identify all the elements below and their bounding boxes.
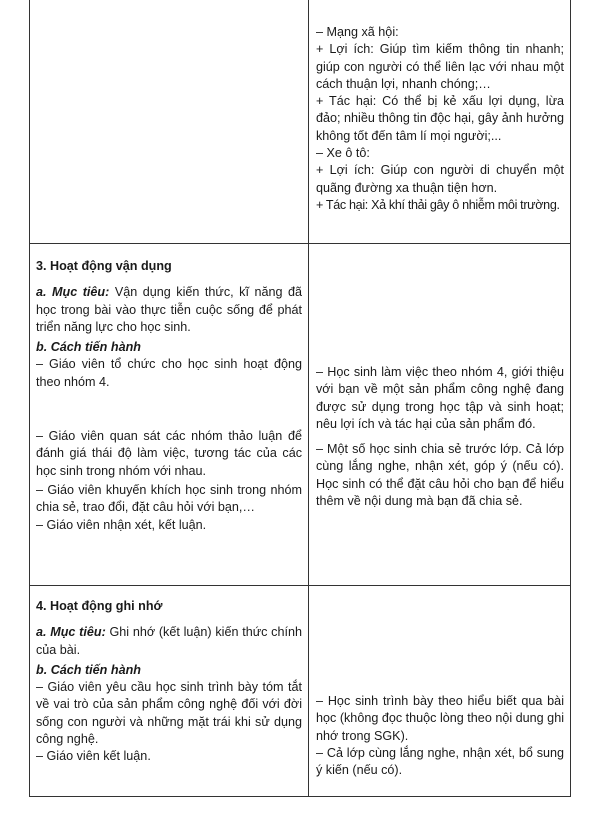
objective-paragraph	[36, 284, 302, 336]
table-row	[30, 0, 570, 244]
procedure-label: b. Cách tiến hành	[36, 340, 141, 355]
table-row	[30, 244, 570, 586]
section-heading: 3. Hoạt động vận dụng	[36, 259, 172, 273]
left-cell-activity-3	[30, 244, 308, 585]
right-cell-activity-4	[309, 586, 570, 796]
teacher-step: – Giáo viên tổ chức cho học sinh hoạt động theo nhóm 4.	[36, 357, 302, 389]
student-step: – Học sinh làm việc theo nhóm 4, giới thiệu với bạn về một sản phẩm công nghệ đang được sử dụng trong học tập và sinh hoạt; nêu lợi ích và tác hại của sản phẩm đó.	[316, 365, 564, 431]
right-cell-activity-3	[309, 244, 570, 585]
student-step: – Học sinh trình bày theo hiểu biết qua bài học (không đọc thuộc lòng theo nội dung ghi nhớ trong SGK).	[316, 694, 564, 743]
objective-text: Ghi nhớ (kết luận) kiến thức chính của bài.	[36, 625, 302, 657]
car-label: – Xe ô tô:	[316, 146, 370, 161]
teacher-step: – Giáo viên quan sát các nhóm thảo luận để đánh giá thái độ làm việc, tương tác của các học sinh trong nhóm với nhau.	[36, 429, 302, 478]
objective-paragraph	[36, 624, 302, 659]
student-step: – Cả lớp cùng lắng nghe, nhận xét, bổ sung ý kiến (nếu có).	[316, 745, 564, 778]
lesson-table	[29, 0, 571, 797]
social-network-harm: + Tác hại: Có thể bị kẻ xấu lợi dụng, lừa đảo; nhiều thông tin độc hại, gây ảnh hưởng không tốt đến tâm lí mọi người;...	[316, 94, 564, 143]
teacher-step: – Giáo viên nhận xét, kết luận.	[36, 517, 207, 532]
objective-label: a. Mục tiêu:	[36, 625, 106, 640]
car-benefit: + Lợi ích: Giúp con người di chuyển một quãng đường xa thuận tiện hơn.	[316, 163, 564, 195]
student-step: – Một số học sinh chia sẻ trước lớp. Cả lớp cùng lắng nghe, nhận xét, góp ý (nếu có). Học sinh có thể đặt câu hỏi cho bạn để hiểu thêm về nội dung mà bạn đã chia sẻ.	[316, 442, 564, 509]
left-cell-empty	[30, 0, 308, 243]
social-network-label: – Mạng xã hội:	[316, 25, 399, 39]
teacher-step: – Giáo viên khuyến khích học sinh trong nhóm chia sẻ, trao đổi, đặt câu hỏi với bạn,…	[36, 482, 302, 515]
teacher-step: – Giáo viên kết luận.	[36, 749, 151, 764]
left-cell-activity-4	[30, 586, 308, 796]
right-cell-examples	[309, 0, 570, 243]
table-row	[30, 586, 570, 796]
section-heading: 4. Hoạt động ghi nhớ	[36, 599, 163, 613]
social-network-benefit: + Lợi ích: Giúp tìm kiếm thông tin nhanh; giúp con người có thể liên lạc với nhau một cách thuận lợi, nhanh chóng;…	[316, 42, 564, 91]
objective-text: Vận dụng kiến thức, kĩ năng đã học trong bài vào thực tiễn cuộc sống để phát triển năng lực cho học sinh.	[36, 285, 302, 334]
car-harm: + Tác hại: Xả khí thải gây ô nhiễm môi trường.	[316, 197, 560, 212]
objective-label: a. Mục tiêu:	[36, 285, 110, 300]
procedure-label: b. Cách tiến hành	[36, 662, 141, 677]
teacher-step: – Giáo viên yêu cầu học sinh trình bày tóm tắt về vai trò của sản phẩm công nghệ đối với đời sống con người và những mặt trái khi sử dụng công nghệ.	[36, 680, 302, 747]
